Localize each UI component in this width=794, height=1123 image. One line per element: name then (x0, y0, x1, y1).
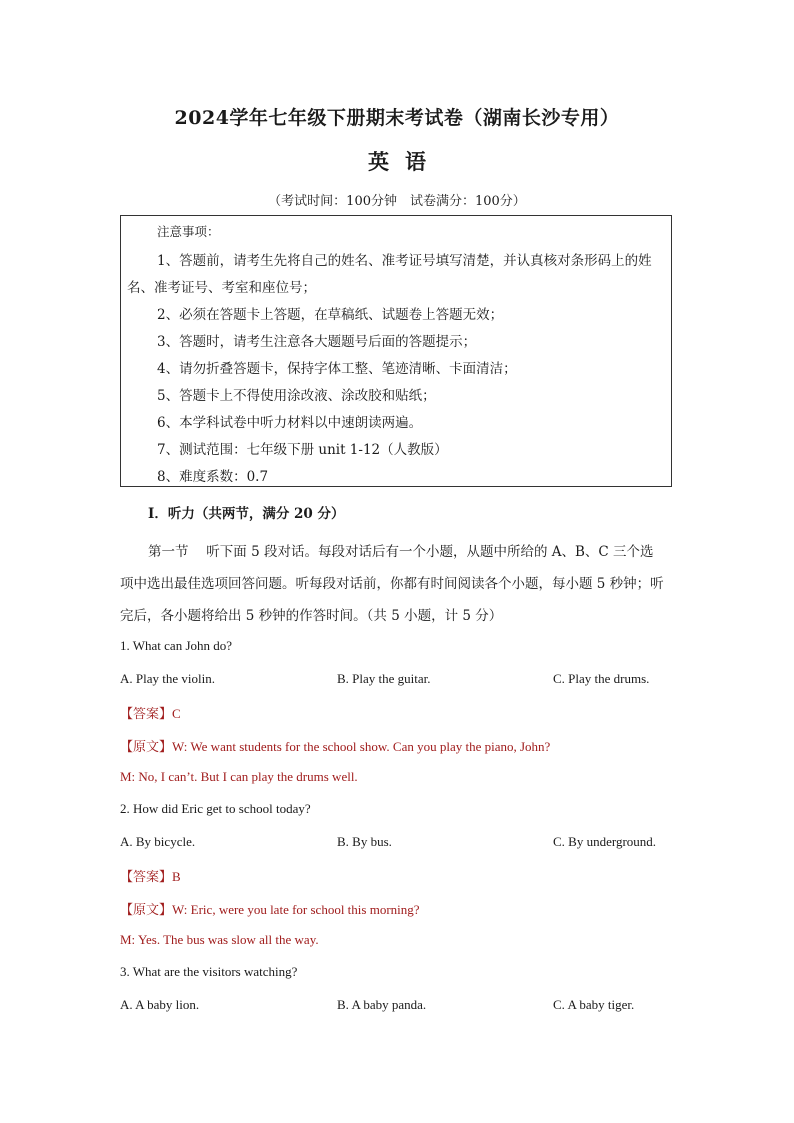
notice-item: 5、答题卡上不得使用涂改液、涂改胶和贴纸； (157, 388, 436, 404)
transcript-text: W: Eric, were you late for school this morning? (172, 902, 420, 917)
question-stem: 3. What are the visitors watching? (120, 964, 298, 979)
section-intro-line: 第一节 听下面 5 段对话。每段对话后有一个小题，从题中所给的 A、B、C 三个选 (148, 544, 654, 560)
answer-line (120, 703, 181, 722)
option-b: B. Play the guitar. (337, 671, 431, 686)
notice-item: 8、难度系数：0.7 (157, 469, 269, 485)
notice-item: 1、答题前，请考生先将自己的姓名、准考证号填写清楚，并认真核对条形码上的姓 (157, 253, 652, 269)
notice-item: 6、本学科试卷中听力材料以中速朗读两遍。 (157, 415, 423, 431)
notice-box (120, 215, 672, 487)
answer-value: C (172, 706, 181, 721)
notice-item: 2、必须在答题卡上答题，在草稿纸、试题卷上答题无效； (157, 307, 504, 323)
section-heading: I．听力（共两节，满分 20 分） (148, 506, 345, 522)
option-c: C. A baby tiger. (553, 997, 635, 1012)
notice-item: 3、答题时，请考生注意各大题题号后面的答题提示； (157, 334, 477, 350)
exam-title: 2024学年七年级下册期末考试卷（湖南长沙专用） (174, 107, 620, 129)
notice-heading: 注意事项： (157, 224, 220, 239)
transcript-text: W: We want students for the school show. Can you play the piano, John? (172, 739, 551, 754)
transcript-line: M: Yes. The bus was slow all the way. (120, 932, 319, 947)
question-stem: 2. How did Eric get to school today? (120, 801, 311, 816)
option-a: A. A baby lion. (120, 997, 200, 1012)
option-a: A. Play the violin. (120, 671, 215, 686)
option-b: B. A baby panda. (337, 997, 427, 1012)
answer-value: B (172, 869, 181, 884)
transcript-line (120, 899, 420, 918)
notice-item: 名、准考证号、考室和座位号； (127, 280, 316, 296)
notice-item: 4、请勿折叠答题卡，保持字体工整、笔迹清晰、卡面清洁； (157, 361, 517, 377)
option-c: C. By underground. (553, 834, 657, 849)
answer-line (120, 866, 181, 885)
question-stem: 1. What can John do? (120, 638, 233, 653)
section-intro-line: 项中选出最佳选项回答问题。听每段对话前，你都有时间阅读各个小题，每小题 5 秒钟；听 (120, 576, 664, 592)
answer-tag: 【答案】 (120, 870, 173, 885)
option-c: C. Play the drums. (553, 671, 650, 686)
answer-tag: 【答案】 (120, 707, 173, 722)
time-info: （考试时间：100分钟 试卷满分：100分） (268, 194, 526, 209)
subject-title: 英语 (368, 149, 442, 174)
transcript-tag: 【原文】 (120, 903, 173, 918)
notice-item: 7、测试范围：七年级下册 unit 1-12（人教版） (157, 442, 448, 458)
option-b: B. By bus. (337, 834, 392, 849)
transcript-tag: 【原文】 (120, 740, 173, 755)
option-a: A. By bicycle. (120, 834, 196, 849)
transcript-line: M: No, I can’t. But I can play the drums well. (120, 769, 358, 784)
section-intro-line: 完后，各小题将给出 5 秒钟的作答时间。（共 5 小题，计 5 分） (120, 608, 503, 624)
transcript-line (120, 736, 550, 755)
